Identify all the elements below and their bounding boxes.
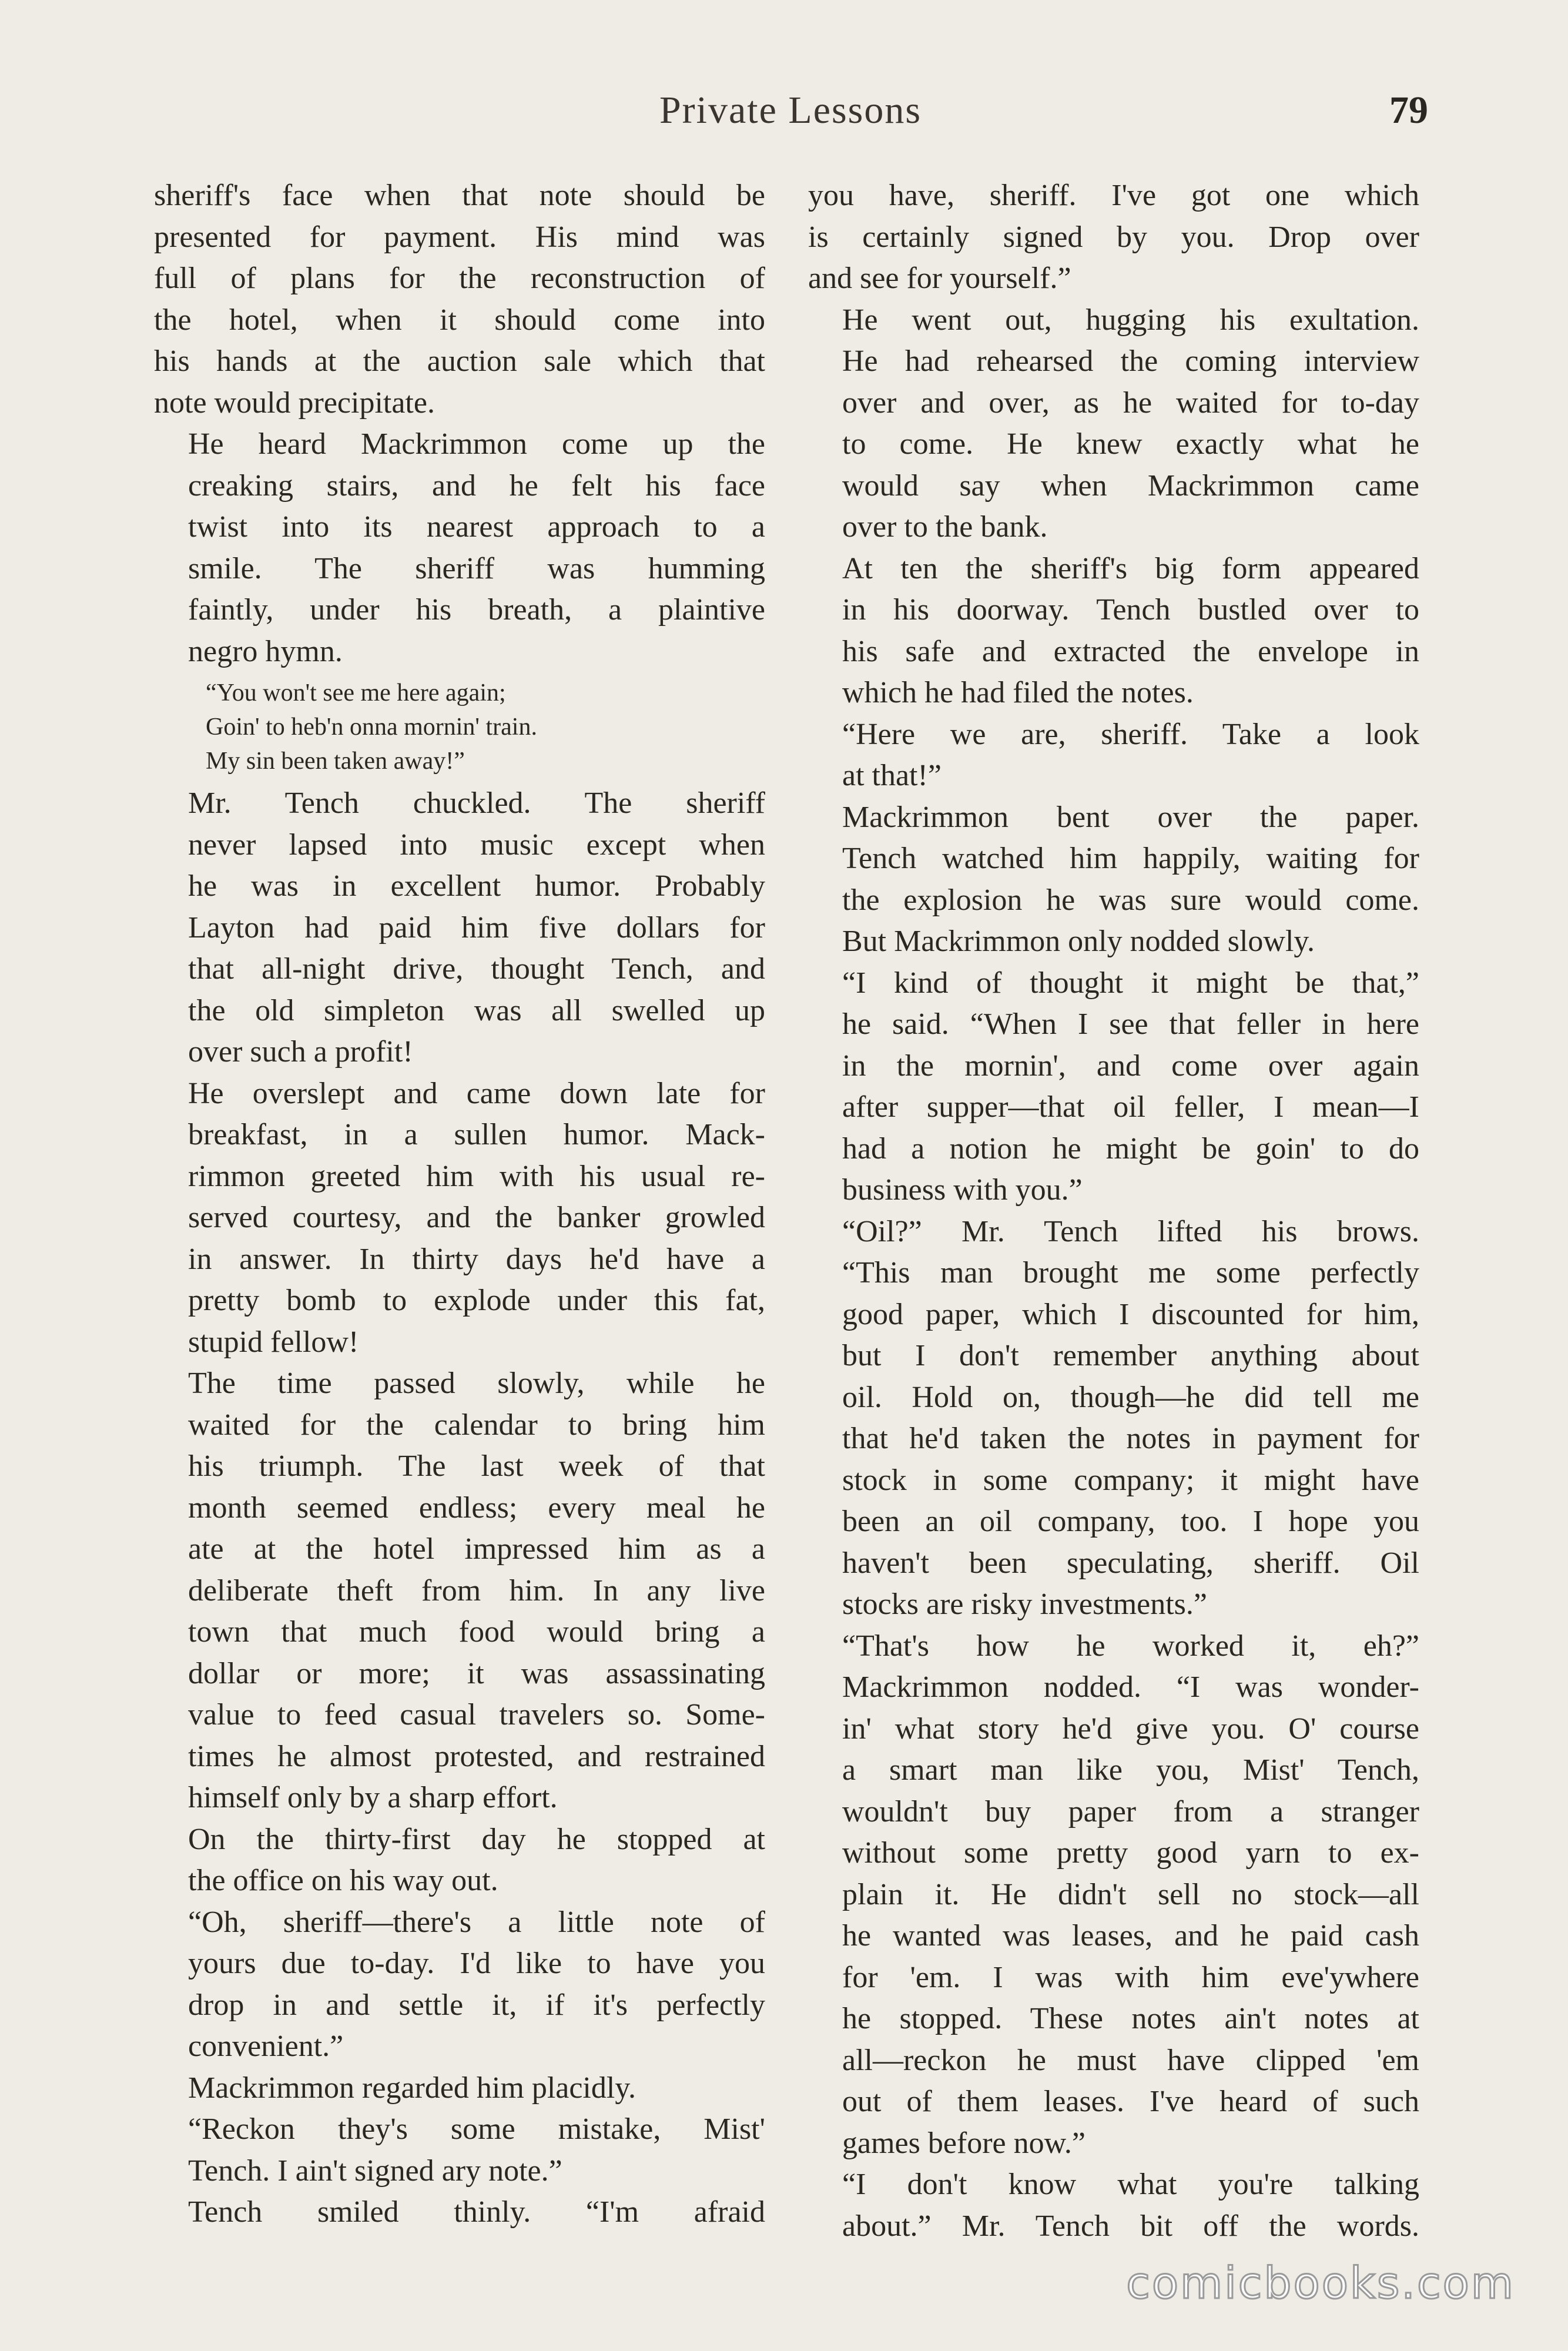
text-line: himself only by a sharp effort. [188, 1781, 558, 1814]
text-line: he wanted was leases, and he paid cash [842, 1919, 1419, 1953]
paragraph [154, 783, 765, 1073]
text-line: plain it. He didn't sell no stock—all [842, 1877, 1419, 1911]
paragraph [154, 1902, 765, 2068]
text-line: He had rehearsed the coming interview [842, 344, 1419, 378]
text-line: without some pretty good yarn to ex- [842, 1836, 1419, 1870]
text-line: stupid fellow! [188, 1325, 359, 1359]
text-line: his triumph. The last week of that [188, 1449, 765, 1483]
text-line: over and over, as he waited for to-day [842, 386, 1419, 420]
paragraph [808, 1626, 1419, 2165]
text-line: twist into its nearest approach to a [188, 510, 765, 544]
text-line: been an oil company, too. I hope you [842, 1505, 1419, 1538]
paragraph [808, 175, 1419, 300]
text-line: Tench. I ain't signed ary note.” [188, 2154, 562, 2188]
text-line: presented for payment. His mind was [154, 220, 765, 254]
text-line: is certainly signed by you. Drop over [808, 220, 1419, 254]
text-line: out of them leases. I've heard of such [842, 2085, 1419, 2118]
text-line: he stopped. These notes ain't notes at [842, 2002, 1419, 2035]
text-line: business with you.” [842, 1173, 1083, 1207]
text-line: “Here we are, sheriff. Take a look [842, 717, 1419, 751]
text-line: after supper—that oil feller, I mean—I [842, 1090, 1419, 1124]
text-line: would say when Mackrimmon came [842, 468, 1419, 503]
text-line: dollar or more; it was assassinating [188, 1656, 765, 1690]
text-line: Mackrimmon nodded. “I was wonder- [842, 1670, 1419, 1704]
text-line: games before now.” [842, 2126, 1085, 2160]
text-line: smile. The sheriff was humming [188, 551, 765, 585]
text-line: sheriff's face when that note should be [154, 179, 765, 212]
text-line: stocks are risky investments.” [842, 1588, 1207, 1621]
text-line: had a notion he might be goin' to do [842, 1131, 1419, 1166]
text-line: good paper, which I discounted for him, [842, 1297, 1419, 1331]
text-line: that he'd taken the notes in payment for [842, 1422, 1419, 1455]
text-line: oil. Hold on, though—he did tell me [842, 1380, 1419, 1414]
paragraph [154, 1073, 765, 1364]
text-line: “I kind of thought it might be that,” [842, 966, 1419, 1000]
text-line: On the thirty-first day he stopped at [188, 1822, 765, 1856]
text-line: Tench watched him happily, waiting for [842, 842, 1419, 875]
text-line: “You won't see me here again; [206, 679, 506, 706]
text-line: waited for the calendar to bring him [188, 1408, 765, 1442]
text-line: stock in some company; it might have [842, 1463, 1419, 1497]
text-line: all—reckon he must have clipped 'em [842, 2043, 1419, 2077]
text-line: over to the bank. [842, 510, 1048, 544]
text-line: value to feed casual travelers so. Some- [188, 1698, 765, 1732]
text-line: in the mornin', and come over again [842, 1049, 1419, 1083]
text-line: that all-night drive, thought Tench, and [188, 952, 765, 986]
text-line: the hotel, when it should come into [154, 303, 765, 337]
text-line: He heard Mackrimmon come up the [188, 427, 765, 461]
text-line: creaking stairs, and he felt his face [188, 468, 765, 503]
paragraph [808, 2164, 1419, 2247]
text-line: the office on his way out. [188, 1864, 498, 1897]
text-line: Mackrimmon bent over the paper. [842, 800, 1419, 834]
text-line: “Oil?” Mr. Tench lifted his brows. [842, 1214, 1419, 1248]
text-line: town that much food would bring a [188, 1615, 765, 1649]
text-line: month seemed endless; every meal he [188, 1491, 765, 1525]
text-line: times he almost protested, and restrained [188, 1739, 765, 1773]
left-text-column [154, 175, 765, 2233]
text-line: which he had filed the notes. [842, 676, 1194, 709]
paragraph [808, 300, 1419, 548]
paragraph [808, 1211, 1419, 1626]
paragraph [154, 2068, 765, 2109]
page-header [153, 88, 1428, 153]
text-line: My sin been taken away!” [206, 748, 465, 775]
text-line: “Reckon they's some mistake, Mist' [188, 2112, 765, 2146]
paragraph [808, 797, 1419, 963]
text-line: deliberate theft from him. In any live [188, 1573, 765, 1607]
text-line: pretty bomb to explode under this fat, [188, 1284, 765, 1317]
paragraph [154, 1363, 765, 1819]
text-line: haven't been speculating, sheriff. Oil [842, 1546, 1419, 1580]
text-line: over such a profit! [188, 1035, 413, 1069]
text-line: Layton had paid him five dollars for [188, 910, 765, 945]
text-line: full of plans for the reconstruction of [154, 262, 765, 295]
page-number: 79 [1389, 89, 1428, 132]
text-line: “Oh, sheriff—there's a little note of [188, 1905, 765, 1939]
text-line: Mackrimmon regarded him placidly. [188, 2071, 636, 2105]
paragraph [154, 1819, 765, 1902]
watermark-logo: comicbooks.com [1126, 2258, 1515, 2309]
text-line: “I don't know what you're talking [842, 2168, 1419, 2201]
text-line: for 'em. I was with him eve'ywhere [842, 1960, 1419, 1994]
text-line: note would precipitate. [154, 386, 435, 420]
text-line: At ten the sheriff's big form appeared [842, 551, 1419, 585]
paragraph [808, 963, 1419, 1211]
paragraph [154, 2192, 765, 2233]
right-text-column [808, 175, 1419, 2247]
paragraph [808, 714, 1419, 797]
text-line: in' what story he'd give you. O' course [842, 1712, 1419, 1746]
text-line: breakfast, in a sullen humor. Mack- [188, 1118, 765, 1151]
text-line: faintly, under his breath, a plaintive [188, 593, 765, 627]
text-line: he was in excellent humor. Probably [188, 869, 765, 903]
text-line: in answer. In thirty days he'd have a [188, 1242, 765, 1276]
text-line: the old simpleton was all swelled up [188, 993, 765, 1027]
text-line: Tench smiled thinly. “I'm afraid [188, 2195, 765, 2229]
paragraph [154, 175, 765, 424]
text-line: “That's how he worked it, eh?” [842, 1629, 1419, 1663]
text-line: convenient.” [188, 2030, 344, 2063]
text-line: drop in and settle it, if it's perfectly [188, 1988, 765, 2022]
text-line: ate at the hotel impressed him as a [188, 1532, 765, 1566]
text-line: he said. “When I see that feller in here [842, 1007, 1419, 1041]
text-line: Goin' to heb'n onna mornin' train. [206, 714, 537, 741]
text-line: The time passed slowly, while he [188, 1367, 765, 1400]
text-line: yours due to-day. I'd like to have you [188, 1947, 765, 1980]
verse-quote [206, 676, 765, 778]
text-line: and see for yourself.” [808, 262, 1071, 295]
text-line: negro hymn. [188, 634, 343, 668]
text-line: “This man brought me some perfectly [842, 1256, 1419, 1290]
paragraph [808, 548, 1419, 714]
text-line: in his doorway. Tench bustled over to [842, 593, 1419, 627]
text-line: wouldn't buy paper from a stranger [842, 1794, 1419, 1828]
text-line: Mr. Tench chuckled. The sheriff [188, 786, 765, 820]
paragraph [154, 2109, 765, 2192]
text-line: never lapsed into music except when [188, 828, 765, 862]
text-line: you have, sheriff. I've got one which [808, 179, 1419, 212]
text-line: served courtesy, and the banker growled [188, 1201, 765, 1234]
text-line: at that!” [842, 759, 942, 792]
text-line: a smart man like you, Mist' Tench, [842, 1753, 1419, 1787]
paragraph [154, 424, 765, 672]
text-line: but I don't remember anything about [842, 1339, 1419, 1372]
text-line: But Mackrimmon only nodded slowly. [842, 925, 1315, 958]
text-line: his safe and extracted the envelope in [842, 634, 1419, 668]
text-line: He overslept and came down late for [188, 1076, 765, 1110]
text-line: about.” Mr. Tench bit off the words. [842, 2209, 1419, 2243]
text-line: his hands at the auction sale which that [154, 344, 765, 378]
text-line: to come. He knew exactly what he [842, 427, 1419, 461]
text-line: the explosion he was sure would come. [842, 883, 1419, 917]
running-title: Private Lessons [659, 89, 922, 132]
text-line: rimmon greeted him with his usual re- [188, 1159, 765, 1193]
text-line: He went out, hugging his exultation. [842, 303, 1419, 337]
